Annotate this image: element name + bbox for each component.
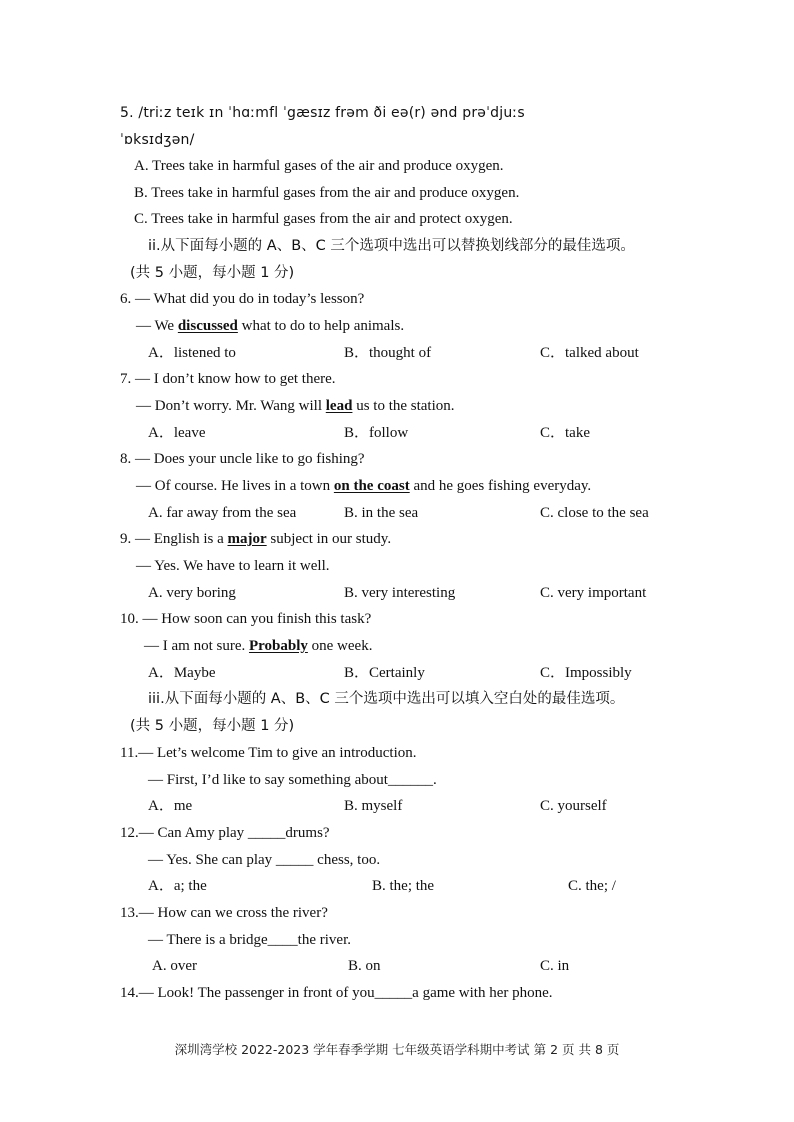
q10-option-a: A．Maybe [148,665,216,681]
q7-answer: — Don’t worry. Mr. Wang will lead us to the station. [136,398,455,414]
q5-ipa-line1: 5. /triːz teɪk ɪn ˈhɑːmfl ˈgæsɪz frəm ði eə(r) ənd prəˈdjuːs [120,105,525,121]
q6-option-a: A．listened to [148,345,236,361]
q11-option-a: A．me [148,798,193,814]
q8-underlined-phrase: on the coast [333,478,410,494]
q7-option-b: B．follow [344,425,409,441]
q11-option-c: C. yourself [540,798,607,814]
q13-option-b: B. on [348,958,381,974]
q13-question: 13.— How can we cross the river? [120,905,328,921]
q10-answer: — I am not sure. Probably one week. [144,638,373,654]
q13-answer: — There is a bridge____the river. [148,932,351,948]
section-ii-heading: ii.从下面每小题的 A、B、C 三个选项中选出可以替换划线部分的最佳选项。 [148,238,635,254]
q9-option-a: A. very boring [148,585,236,601]
q13-option-a: A. over [152,958,197,974]
q10-option-c: C．Impossibly [540,665,632,681]
q7-underlined-word: lead [325,398,353,414]
q8-option-c: C. close to the sea [540,505,649,521]
q11-question: 11.— Let’s welcome Tim to give an introduction. [120,745,417,761]
q7-option-a: A．leave [148,425,206,441]
q6-underlined-word: discussed [177,318,238,334]
q8-answer: — Of course. He lives in a town on the coast and he goes fishing everyday. [136,478,592,494]
q11-option-b: B. myself [344,798,403,814]
q5-option-b: B. Trees take in harmful gases from the air and produce oxygen. [134,185,520,201]
q6-option-c: C．talked about [540,345,639,361]
q6-answer: — We discussed what to do to help animals. [136,318,405,334]
q9-underlined-word: major [227,531,267,547]
section-ii-note: (共 5 小题，每小题 1 分) [130,265,295,281]
q7-question: 7. — I don’t know how to get there. [120,371,336,387]
q12-option-b: B. the; the [372,878,435,894]
q9-question: 9. — English is a major subject in our study. [120,531,392,547]
q9-answer: — Yes. We have to learn it well. [136,558,330,574]
page-footer: 深圳湾学校 2022-2023 学年春季学期 七年级英语学科期中考试 第 2 页 共 8 页 [174,1042,620,1057]
q8-option-b: B. in the sea [344,505,419,521]
q14-question: 14.— Look! The passenger in front of you_____a game with her phone. [120,985,553,1001]
q12-question: 12.— Can Amy play _____drums? [120,825,330,841]
q6-question: 6. — What did you do in today’s lesson? [120,291,365,307]
q10-question: 10. — How soon can you finish this task? [120,611,372,627]
q10-option-b: B．Certainly [344,665,425,681]
q5-option-a: A. Trees take in harmful gases of the air and produce oxygen. [134,158,504,174]
q5-option-c: C. Trees take in harmful gases from the air and protect oxygen. [134,211,513,227]
q11-answer: — First, I’d like to say something about______. [148,772,437,788]
q5-ipa-line2: ˈɒksɪdʒən/ [120,132,195,148]
q12-option-a: A．a; the [148,878,207,894]
q9-option-b: B. very interesting [344,585,456,601]
q8-question: 8. — Does your uncle like to go fishing? [120,451,365,467]
q9-option-c: C. very important [540,585,647,601]
q10-underlined-word: Probably [248,638,308,654]
section-iii-heading: iii.从下面每小题的 A、B、C 三个选项中选出可以填入空白处的最佳选项。 [148,691,625,707]
q7-option-c: C．take [540,425,590,441]
q12-option-c: C. the; / [568,878,616,894]
q13-option-c: C. in [540,958,570,974]
q12-answer: — Yes. She can play _____ chess, too. [148,852,381,868]
section-iii-note: (共 5 小题，每小题 1 分) [130,718,295,734]
q8-option-a: A. far away from the sea [148,505,297,521]
q6-option-b: B．thought of [344,345,432,361]
